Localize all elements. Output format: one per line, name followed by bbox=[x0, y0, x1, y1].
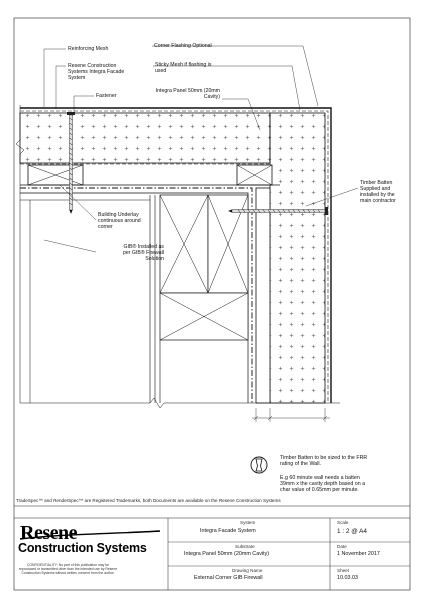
system-value: Integra Facade System bbox=[200, 528, 256, 534]
label-resene-systems: Resene Construction Systems Integra Facade System bbox=[68, 63, 125, 81]
note-icon bbox=[251, 457, 267, 473]
date-value: 1 November 2017 bbox=[337, 551, 380, 557]
horizontal-integra-panel bbox=[20, 113, 270, 163]
vertical-integra-panel bbox=[270, 113, 325, 403]
substrate-value: Integra Panel 50mm (20mm Cavity) bbox=[184, 551, 270, 557]
label-timber-batten-supplied: Timber Batten Supplied and installed by the main contractor bbox=[360, 180, 396, 204]
label-corner-flashing: Corner Flashing Optional bbox=[154, 43, 212, 49]
drawing-name-value: External Corner GIB Firewall bbox=[194, 575, 263, 581]
scale-label: Scale bbox=[337, 520, 349, 525]
vertical-batten bbox=[256, 188, 270, 403]
trademark-footnote: TradeSpec™ and RenderSpec™ are Registered Trademarks, both Documents are available on the Resene Construction Systems bbox=[16, 498, 281, 503]
construction-systems-wordmark: Construction Systems bbox=[18, 541, 147, 555]
label-fastener: Fastener bbox=[96, 93, 117, 99]
label-sticky-mesh: Sticky Mesh if flashing is used bbox=[155, 62, 212, 74]
sheet-value: 10.03.03 bbox=[337, 575, 358, 581]
sheet-label: Sheet bbox=[337, 568, 350, 573]
dimension-marks bbox=[252, 408, 330, 422]
note-example: E.g 60 minute wall needs a batten 39mm x the cavity depth based on a char value of 0.65mm per minute. bbox=[280, 475, 366, 493]
scale-value: 1 : 2 @ A4 bbox=[337, 528, 367, 535]
label-reinforcing-mesh: Reinforcing Mesh bbox=[68, 46, 109, 52]
label-integra-panel: Integra Panel 50mm (20mm Cavity) bbox=[155, 88, 220, 100]
resene-logo-wordmark: Resene bbox=[20, 522, 77, 544]
label-building-underlay: Building Underlay continuous around corner bbox=[98, 212, 141, 230]
system-label: System bbox=[240, 520, 256, 525]
date-label: Date bbox=[337, 544, 347, 549]
substrate-label: Substrate bbox=[235, 544, 255, 549]
confidentiality-note: CONFIDENTIALITY: No part of this publication may be reproduced or transmitted other than the intended use by Resene Construction Systems without written consent from the author. bbox=[18, 563, 118, 576]
drawing-name-label: Drawing Name bbox=[232, 568, 263, 573]
note-timber-batten-sizing: Timber Batten to be sized to the FRR rating of the Wall. bbox=[280, 455, 368, 467]
label-gib-installed: GIB® Installed as per GIB® Firewall Solution bbox=[122, 244, 164, 262]
